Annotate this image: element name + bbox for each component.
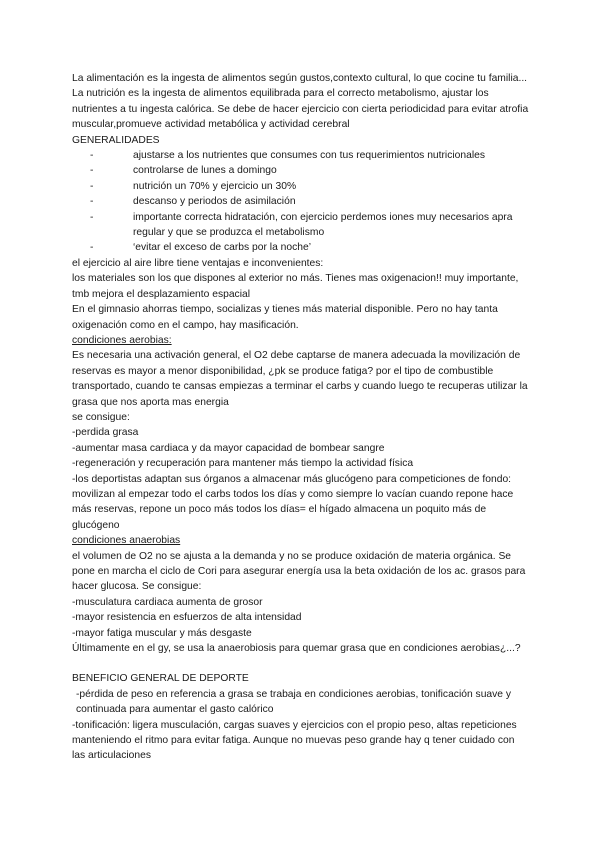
beneficio-item: -pérdida de peso en referencia a grasa se trabaja en condiciones aerobias, tonificación suave y continuada para aumentar el gasto calórico — [76, 688, 512, 716]
gimnasio-paragraph: En el gimnasio ahorras tiempo, socializas y tienes más material disponible. Pero no hay tanta oxigenación como en el campo, hay masificación. — [72, 304, 498, 331]
anaerobias-item: -mayor fatiga muscular y más desgaste — [72, 627, 252, 639]
anaerobias-item: -musculatura cardiaca aumenta de grosor — [72, 596, 263, 608]
materiales-paragraph: los materiales son los que dispones al exterior no más. Tienes mas oxigenacion!! muy importante, tmb mejora el desplazamiento espacial — [72, 273, 519, 300]
blank-line — [72, 656, 530, 671]
aerobias-item: -los deportistas adaptan sus órganos a almacenar más glucógeno para competiciones de fondo: movilizan al empezar todo el carbs todos los días y como siempre lo vacían cuando repone hace más reservas, repone un poco más todos los días= el hígado almacena un poquito más de glucógeno — [72, 473, 514, 531]
anaerobias-heading: condiciones anaerobias — [72, 535, 181, 547]
list-item: - importante correcta hidratación, con ejercicio perdemos iones muy necesarios apra regular y que se produzca el metabolismo — [116, 210, 530, 241]
aerobias-heading: condiciones aerobias: — [72, 334, 172, 346]
aerobias-item: -regeneración y recuperación para mantener más tiempo la actividad física — [72, 458, 414, 470]
aerobias-paragraph: Es necesaria una activación general, el O2 debe captarse de manera adecuada la movilización de reservas es mayor a menor disponibilidad, ¿pk se produce fatiga? por el tipo de combustible transportado, cuando te cansas empiezas a terminar el carbs y cuando luego te recuperas utilizar la grasa que nos aporta mas energia — [72, 350, 528, 408]
list-item: - nutrición un 70% y ejercicio un 30% — [116, 179, 530, 194]
intro-paragraph: La alimentación es la ingesta de alimentos según gustos,contexto cultural, lo que cocine tu familia... La nutrición es la ingesta de alimentos equilibrada para el correcto metabolismo, ajustar los nutrientes a tu ingesta calórica. Se debe de hacer ejercicio con cierta periodicidad para evitar atrofia muscular,promueve actividad metabólica y actividad cerebral — [72, 73, 529, 131]
aerobias-item: -aumentar masa cardiaca y da mayor capacidad de bombear sangre — [72, 442, 385, 454]
aerobias-consigue: se consigue: — [72, 411, 130, 423]
beneficio-heading: BENEFICIO GENERAL DE DEPORTE — [72, 673, 249, 685]
list-item: - ajustarse a los nutrientes que consumes con tus requerimientos nutricionales — [116, 148, 530, 163]
aire-libre-line: el ejercicio al aire libre tiene ventajas e inconvenientes: — [72, 257, 324, 269]
anaerobias-paragraph: el volumen de O2 no se ajusta a la demanda y no se produce oxidación de materia orgánica. Se pone en marcha el ciclo de Cori para asegurar energía usa la beta oxidación de los ac. grasos para hacer glucosa. Se consigue: — [72, 550, 526, 593]
list-item: - descanso y periodos de asimilación — [116, 194, 530, 209]
beneficio-item: -tonificación: ligera musculación, cargas suaves y ejercicios con el propio peso, altas repeticiones manteniendo el ritmo para evitar fatiga. Aunque no muevas peso grande hay q tener cuidado con las articulaciones — [72, 719, 517, 762]
generalidades-list — [72, 148, 530, 256]
aerobias-item: -perdida grasa — [72, 427, 139, 439]
list-item: - ‘evitar el exceso de carbs por la noche’ — [116, 240, 530, 255]
list-item: - controlarse de lunes a domingo — [116, 163, 530, 178]
ultimamente-paragraph: Últimamente en el gy, se usa la anaerobiosis para quemar grasa que en condiciones aerobias¿...? — [72, 643, 521, 655]
generalidades-heading: GENERALIDADES — [72, 134, 160, 146]
anaerobias-item: -mayor resistencia en esfuerzos de alta intensidad — [72, 612, 302, 624]
